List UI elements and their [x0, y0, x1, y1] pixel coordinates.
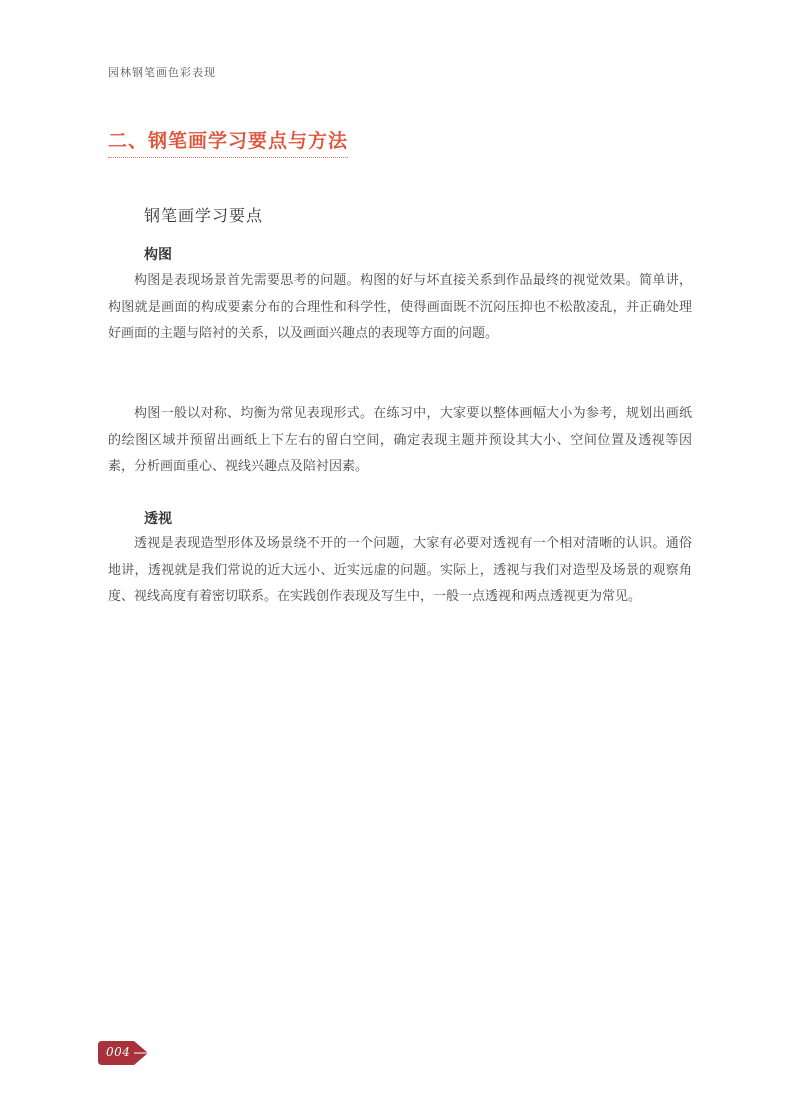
- running-header: 园林钢笔画色彩表现: [108, 66, 216, 79]
- paragraph-composition-2: 构图一般以对称、均衡为常见表现形式。在练习中，大家要以整体画幅大小为参考，规划出画纸的绘图区域并预留出画纸上下左右的留白空间，确定表现主题并预设其大小、空间位置及透视等因素，分析画面重心、视线兴趣点及陪衬因素。: [108, 406, 692, 474]
- paragraph-composition-1: 构图是表现场景首先需要思考的问题。构图的好与坏直接关系到作品最终的视觉效果。简单讲，构图就是画面的构成要素分布的合理性和科学性，使得画面既不沉闷压抑也不松散凌乱，并正确处理好画面的主题与陪衬的关系，以及画面兴趣点的表现等方面的问题。: [108, 273, 692, 341]
- paragraph-perspective-1: 透视是表现造型形体及场景绕不开的一个问题，大家有必要对透视有一个相对清晰的认识。通俗地讲，透视就是我们常说的近大远小、近实远虚的问题。实际上，透视与我们对造型及场景的观察角度、视线高度有着密切联系。在实践创作表现及写生中，一般一点透视和两点透视更为常见。: [108, 536, 692, 604]
- section-title: 二、钢笔画学习要点与方法: [108, 126, 348, 158]
- page-number: 004: [106, 1045, 131, 1059]
- topic-heading-perspective: 透视: [144, 511, 172, 527]
- page-number-badge: [98, 1041, 148, 1065]
- topic-heading-composition: 构图: [144, 247, 172, 263]
- subsection-title: 钢笔画学习要点: [144, 206, 264, 225]
